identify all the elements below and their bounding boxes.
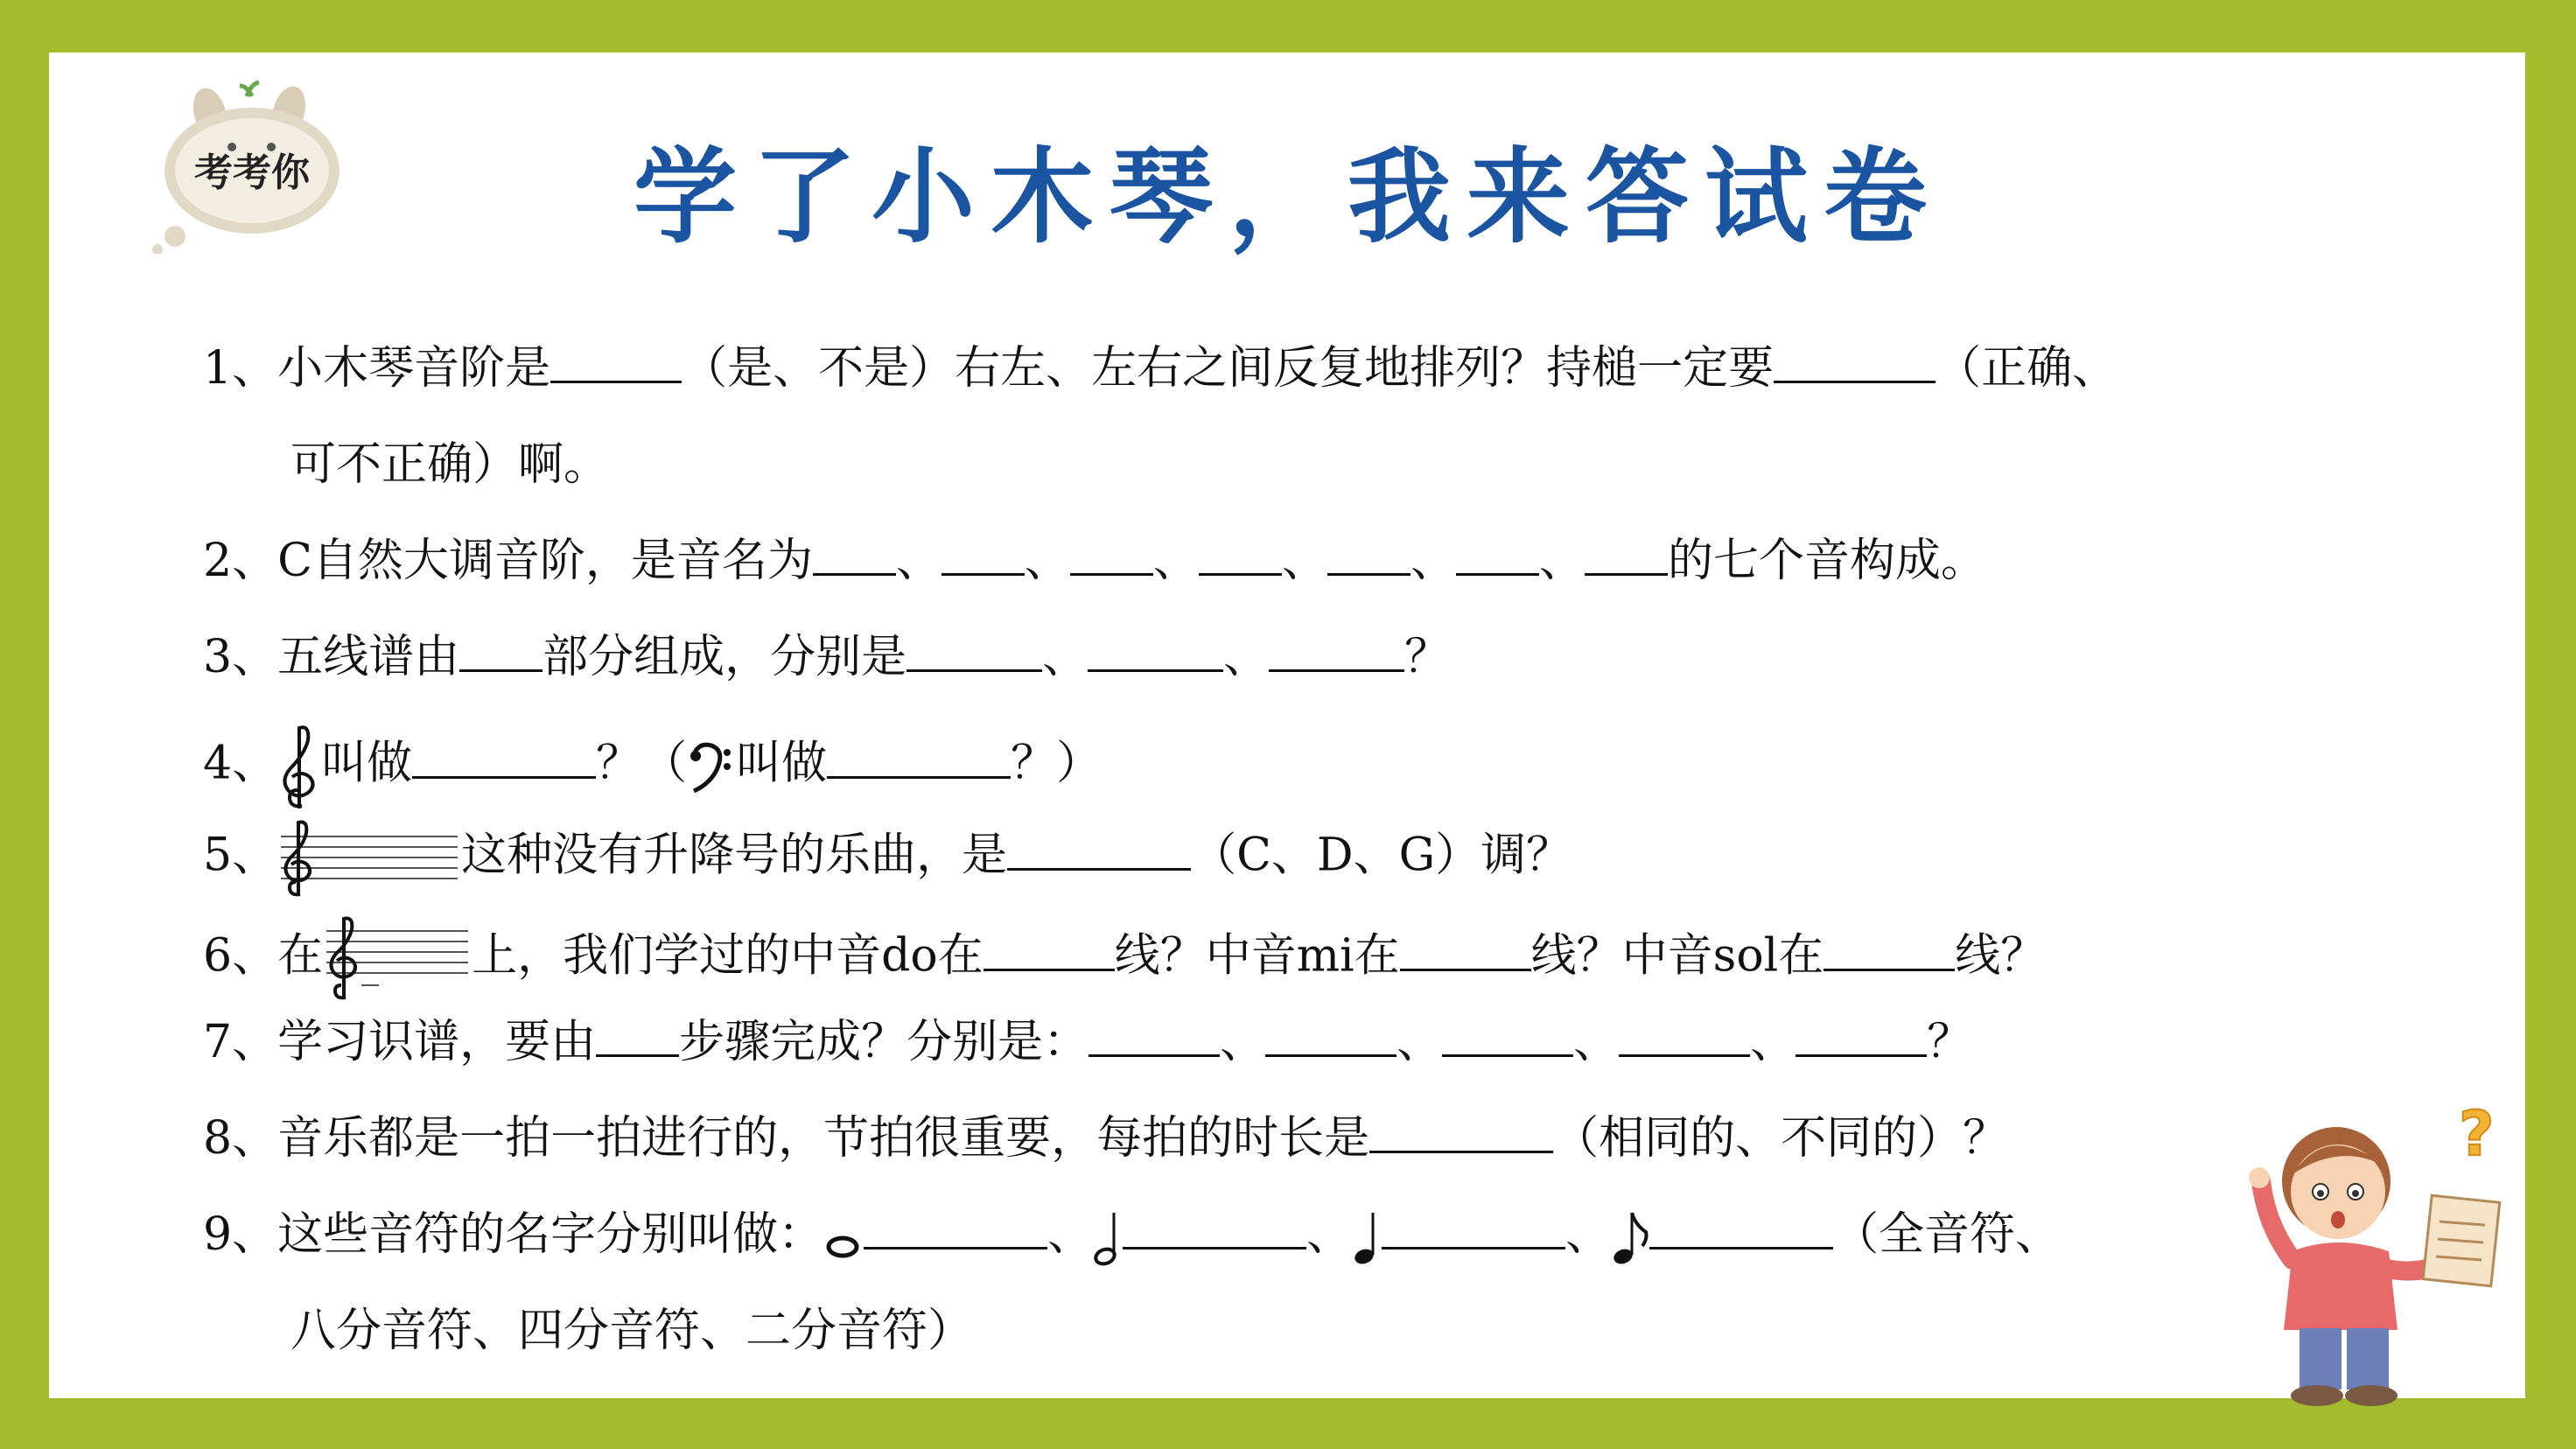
answer-blank[interactable] xyxy=(984,930,1115,971)
question-text: （C、D、G）调？ xyxy=(1191,829,1572,882)
answer-blank[interactable] xyxy=(1619,1016,1750,1057)
question-1 xyxy=(203,338,2390,399)
separator: 、 xyxy=(1538,535,1585,587)
question-text: 这些音符的名字分别叫做： xyxy=(277,1208,824,1261)
answer-blank[interactable] xyxy=(412,738,596,779)
question-number: 3、 xyxy=(203,631,278,683)
question-5 xyxy=(203,819,2390,898)
separator: 、 xyxy=(895,535,942,587)
answer-blank[interactable] xyxy=(459,631,542,672)
separator: 、 xyxy=(1281,535,1327,587)
separator: 、 xyxy=(1042,631,1088,683)
treble-staff-icon xyxy=(277,819,461,898)
answer-blank[interactable] xyxy=(1456,535,1539,576)
answer-blank[interactable] xyxy=(942,535,1025,576)
separator: 、 xyxy=(1750,1016,1796,1068)
quarter-note-icon xyxy=(1352,1208,1382,1269)
question-text: 部分组成，分别是 xyxy=(542,631,907,683)
question-6 xyxy=(203,915,2390,1003)
question-text: （正确、 xyxy=(1936,342,2118,395)
separator: 、 xyxy=(1565,1208,1612,1261)
question-text: ？） xyxy=(1011,737,1102,790)
separator: 、 xyxy=(1220,1016,1266,1068)
question-text: 五线谱由 xyxy=(277,631,460,683)
bass-clef-icon xyxy=(687,740,736,793)
question-mark-icon: ? xyxy=(2459,1098,2495,1170)
separator: 、 xyxy=(1306,1208,1353,1261)
question-number: 2、 xyxy=(203,535,278,587)
question-number: 9、 xyxy=(203,1208,278,1261)
question-text: ？（ xyxy=(596,737,688,790)
question-text: 线？中音mi在 xyxy=(1114,929,1400,983)
question-text: （是、不是）右左、左右之间反复地排列？持槌一定要 xyxy=(682,342,1774,395)
question-9-continued: 八分音符、四分音符、二分音符） xyxy=(290,1305,974,1357)
question-number: 1、 xyxy=(203,342,278,395)
separator: 、 xyxy=(1024,535,1070,587)
question-text: 上，我们学过的中音do在 xyxy=(472,929,984,983)
answer-blank[interactable] xyxy=(1774,342,1936,383)
answer-blank[interactable] xyxy=(550,342,682,383)
answer-blank[interactable] xyxy=(1088,631,1223,672)
question-number: 7、 xyxy=(203,1016,278,1068)
answer-blank[interactable] xyxy=(906,631,1042,672)
question-1-continued: 可不正确）啊。 xyxy=(290,438,610,491)
question-number: 4、 xyxy=(203,737,278,790)
badge-text: 考考你 xyxy=(194,150,310,195)
answer-blank[interactable] xyxy=(1123,1208,1306,1250)
question-number: 6、 xyxy=(203,929,278,983)
answer-blank[interactable] xyxy=(1269,631,1404,672)
question-text: 这种没有升降号的乐曲，是 xyxy=(461,829,1008,882)
question-text: 在 xyxy=(277,929,324,983)
separator: 、 xyxy=(1573,1016,1620,1068)
question-4 xyxy=(203,723,2390,810)
question-number: 8、 xyxy=(203,1112,278,1165)
question-text: 线？中音sol在 xyxy=(1530,929,1824,983)
separator: 、 xyxy=(1047,1208,1094,1261)
question-8 xyxy=(203,1108,2390,1169)
eighth-note-icon xyxy=(1611,1208,1649,1269)
answer-blank[interactable] xyxy=(1327,535,1410,576)
answer-blank[interactable] xyxy=(1796,1016,1927,1057)
question-text: ？ xyxy=(1404,631,1451,683)
answer-blank[interactable] xyxy=(813,535,896,576)
question-text: 步骤完成？分别是： xyxy=(679,1016,1089,1068)
answer-blank[interactable] xyxy=(596,1016,679,1057)
separator: 、 xyxy=(1152,535,1199,587)
treble-staff-with-ledger-icon xyxy=(323,915,472,1003)
page-title: 学了小木琴，我来答试卷 xyxy=(633,136,1942,257)
question-text: 音乐都是一拍一拍进行的，节拍很重要，每拍的时长是 xyxy=(277,1112,1370,1165)
answer-blank[interactable] xyxy=(1265,1016,1396,1057)
answer-blank[interactable] xyxy=(1382,1208,1565,1250)
answer-blank[interactable] xyxy=(1824,930,1955,971)
answer-blank[interactable] xyxy=(1199,535,1282,576)
question-text: ？ xyxy=(1927,1016,1973,1068)
half-note-icon xyxy=(1093,1208,1123,1269)
boy-with-paper-icon xyxy=(2240,1094,2529,1409)
treble-clef-icon xyxy=(277,723,321,810)
question-text: 学习识谱，要由 xyxy=(277,1016,597,1068)
question-text: C自然大调音阶，是音名为 xyxy=(277,535,813,587)
question-number: 5、 xyxy=(203,829,278,882)
question-3 xyxy=(203,626,2390,688)
question-7 xyxy=(203,1012,2390,1073)
question-2 xyxy=(203,530,2390,592)
whole-note-icon xyxy=(823,1212,864,1264)
question-text: 小木琴音阶是 xyxy=(277,342,551,395)
question-text: 叫做 xyxy=(321,737,413,790)
answer-blank[interactable] xyxy=(1369,1112,1553,1153)
separator: 、 xyxy=(1223,631,1270,683)
answer-blank[interactable] xyxy=(1400,930,1531,971)
answer-blank[interactable] xyxy=(1088,1016,1220,1057)
question-9 xyxy=(203,1204,2390,1269)
question-text: 的七个音构成。 xyxy=(1667,535,1986,587)
question-text: （相同的、不同的）？ xyxy=(1553,1112,2009,1165)
separator: 、 xyxy=(1410,535,1456,587)
separator: 、 xyxy=(1396,1016,1443,1068)
answer-blank[interactable] xyxy=(1585,535,1668,576)
question-text: （全音符、 xyxy=(1833,1208,2062,1261)
answer-blank[interactable] xyxy=(1649,1208,1833,1250)
answer-blank[interactable] xyxy=(1007,830,1191,871)
answer-blank[interactable] xyxy=(1070,535,1153,576)
answer-blank[interactable] xyxy=(1442,1016,1573,1057)
answer-blank[interactable] xyxy=(864,1208,1047,1250)
question-text: 线？ xyxy=(1955,929,2047,983)
question-text: 叫做 xyxy=(736,737,828,790)
answer-blank[interactable] xyxy=(827,738,1011,779)
